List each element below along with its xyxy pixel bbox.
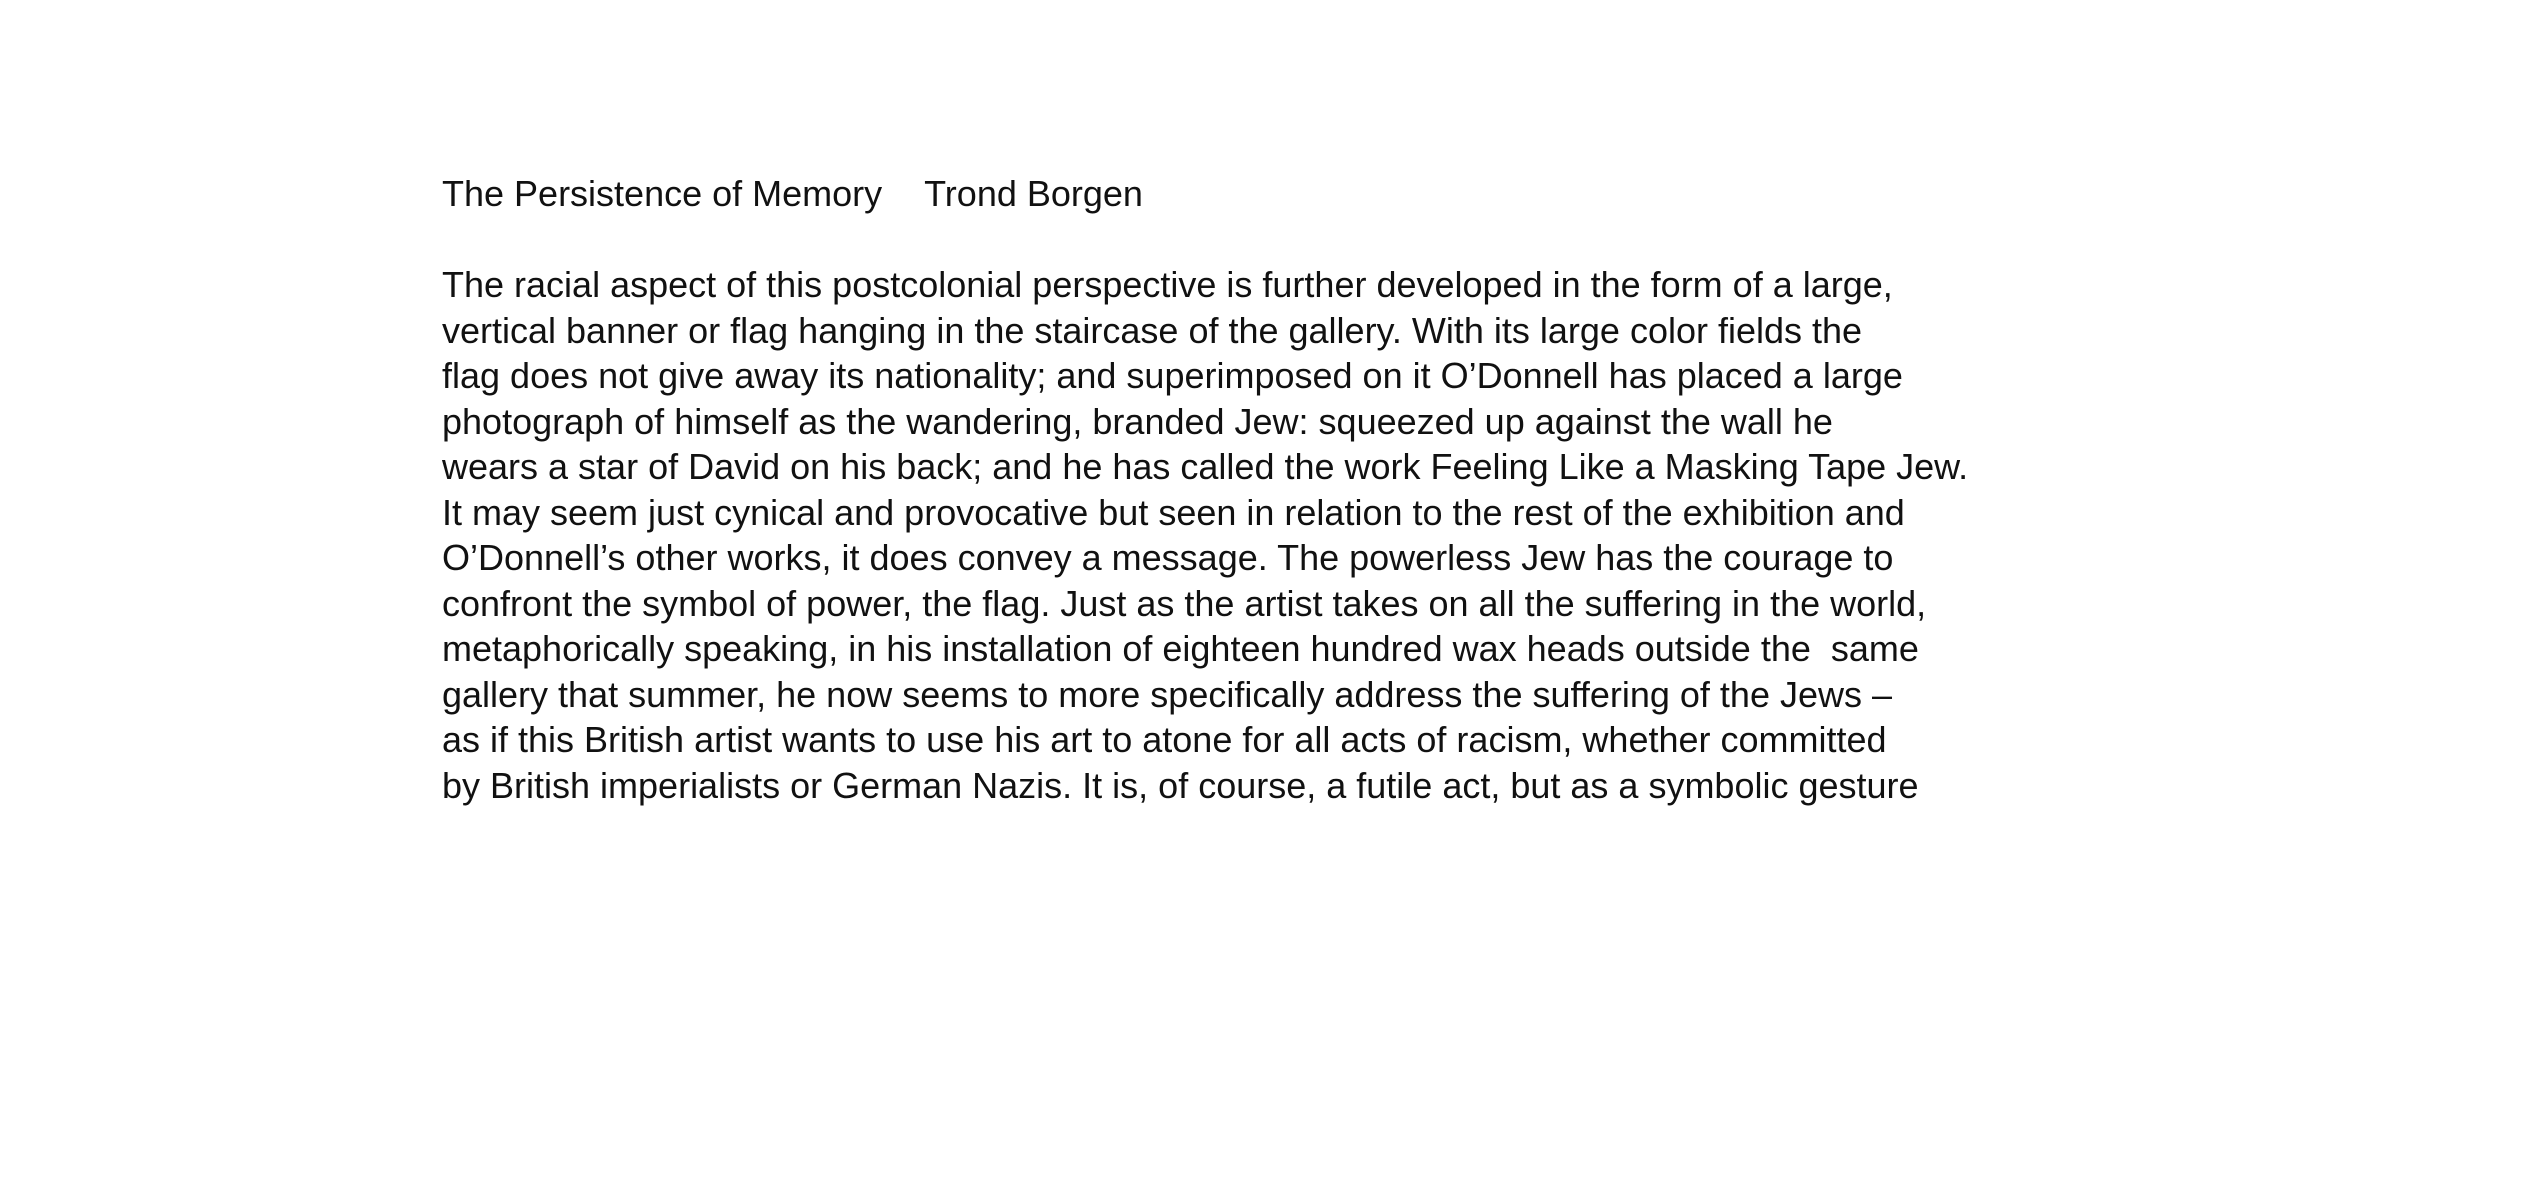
- text-line: flag does not give away its nationality; and superimposed on it O’Donnell has placed a large: [442, 355, 1903, 396]
- text-line: It may seem just cynical and provocative but seen in relation to the rest of the exhibition and: [442, 491, 1905, 533]
- text-line: gallery that summer, he now seems to more specifically address the suffering of the Jews –: [442, 673, 1893, 715]
- text-line: by British imperialists or German Nazis. It is, of course, a futile act, but as a symbolic gesture: [442, 764, 1919, 806]
- text-line: vertical banner or flag hanging in the staircase of the gallery. With its large color fields the: [442, 309, 1863, 351]
- text-line: wears a star of David on his back; and he has called the work Feeling Like a Masking Tape Jew.: [442, 446, 1969, 487]
- body-paragraph: [442, 262, 2142, 808]
- text-line: photograph of himself as the wandering, branded Jew: squeezed up against the wall he: [442, 400, 1833, 442]
- text-line: The racial aspect of this postcolonial perspective is further developed in the form of a large,: [442, 264, 1893, 305]
- text-line: O’Donnell’s other works, it does convey a message. The powerless Jew has the courage to: [442, 537, 1894, 578]
- page-header: [442, 170, 1143, 218]
- text-line: as if this British artist wants to use his art to atone for all acts of racism, whether committed: [442, 719, 1887, 760]
- text-line: confront the symbol of power, the flag. Just as the artist takes on all the suffering in the world,: [442, 582, 1927, 624]
- author-name: Trond Borgen: [924, 173, 1143, 214]
- text-line: metaphorically speaking, in his installation of eighteen hundred wax heads outside the same: [442, 628, 1919, 669]
- article-title: The Persistence of Memory: [442, 173, 883, 214]
